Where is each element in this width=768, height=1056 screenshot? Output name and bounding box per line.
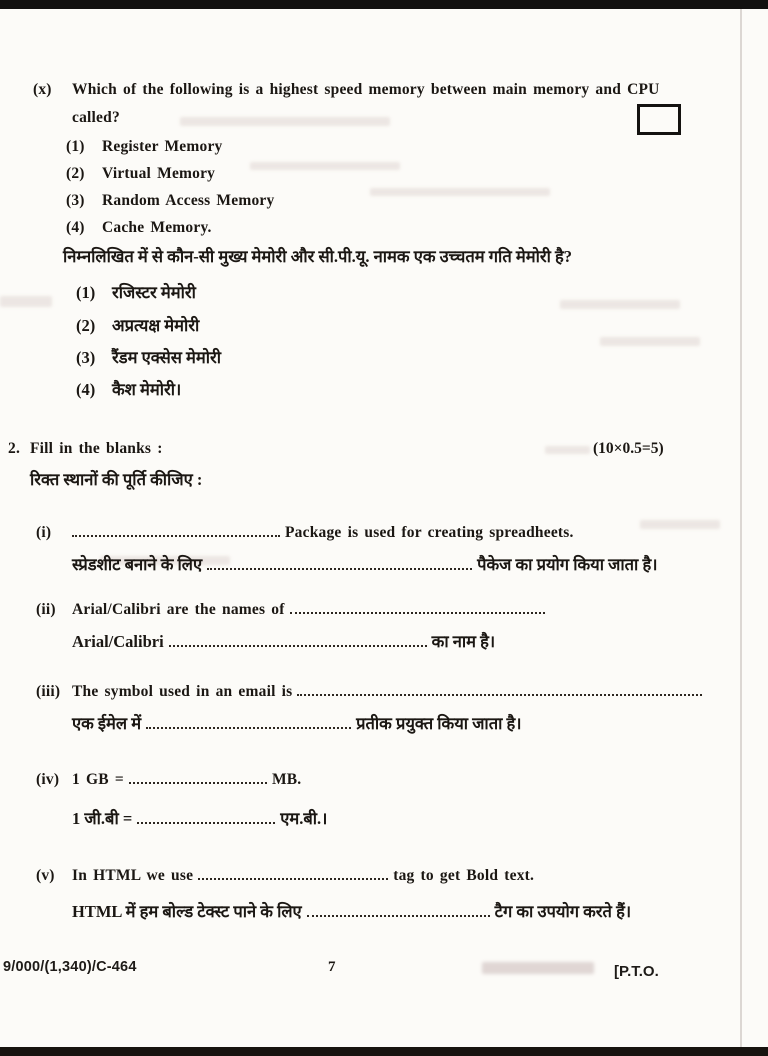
item-text-before: स्प्रेडशीट बनाने के लिए	[72, 555, 203, 574]
option-en-2	[66, 165, 215, 183]
answer-blank	[169, 634, 427, 647]
option-label: रजिस्टर मेमोरी	[112, 283, 196, 302]
fill-item-iv-en	[36, 771, 301, 789]
answer-blank	[198, 867, 388, 880]
question-2-header	[8, 440, 163, 458]
bleed-through-artifact	[482, 962, 594, 974]
question-x-text-en-line1: Which of the following is a highest speed memory between main memory and CPU	[72, 81, 660, 98]
marks-value: (10×0.5=5)	[593, 440, 664, 457]
fill-item-i-hi	[72, 552, 657, 575]
option-en-1	[66, 138, 222, 156]
bottom-scan-edge	[0, 1047, 768, 1056]
item-text-after: प्रतीक प्रयुक्त किया जाता है।	[356, 714, 522, 733]
item-marker: (iii)	[36, 683, 61, 700]
item-text-before: In HTML we use	[72, 867, 194, 884]
fill-item-ii-en	[36, 601, 550, 619]
option-label: रैंडम एक्सेस मेमोरी	[112, 348, 222, 367]
answer-blank	[297, 683, 702, 696]
option-label: अप्रत्यक्ष मेमोरी	[112, 316, 200, 335]
fill-item-iv-hi	[72, 806, 327, 829]
question-x-line1	[33, 81, 660, 99]
option-label: Cache Memory.	[102, 219, 212, 236]
item-text-before: एक ईमेल में	[72, 714, 142, 733]
question-2-marks	[593, 440, 664, 458]
item-marker: (ii)	[36, 601, 56, 618]
item-text-after: का नाम है।	[431, 632, 496, 651]
option-label: Virtual Memory	[102, 165, 216, 182]
top-scan-edge	[0, 0, 768, 9]
item-text-before: The symbol used in an email is	[72, 683, 293, 700]
question-x-text-hi	[63, 244, 572, 267]
option-label: कैश मेमोरी।	[112, 380, 182, 399]
print-code-text: 9/000/(1,340)/C-464	[3, 959, 137, 975]
option-number: (2)	[76, 316, 96, 335]
item-text-after: Package is used for creating spreadheets.	[285, 524, 574, 541]
bleed-through-artifact	[180, 117, 390, 126]
item-text-before: Arial/Calibri	[72, 632, 164, 651]
item-text-after: एम.बी.।	[280, 809, 328, 828]
question-2-number: 2.	[8, 440, 21, 457]
question-2-title-hi	[30, 467, 202, 490]
question-2-hi-line: रिक्त स्थानों की पूर्ति कीजिए :	[30, 470, 203, 489]
question-x-marker: (x)	[33, 81, 52, 98]
item-text-before: 1 GB =	[72, 771, 124, 788]
item-text-before: Arial/Calibri are the names of	[72, 601, 285, 618]
fill-item-ii-hi	[72, 629, 495, 652]
option-hi-1	[76, 280, 196, 303]
answer-blank	[129, 771, 267, 784]
item-text-after: tag to get Bold text.	[393, 867, 535, 884]
item-marker: (iv)	[36, 771, 60, 788]
fill-item-v-en	[36, 867, 534, 885]
question-x-hi-line: निम्नलिखित में से कौन-सी मुख्य मेमोरी और सी.पी.यू. नामक एक उच्चतम गति मेमोरी है?	[63, 247, 573, 266]
option-number: (3)	[76, 348, 96, 367]
question-x-text-en-line2: called?	[72, 109, 120, 126]
option-label: Random Access Memory	[102, 192, 275, 209]
answer-blank	[290, 601, 545, 614]
option-number: (1)	[66, 138, 85, 155]
item-text-after: टैग का उपयोग करते हैं।	[494, 902, 632, 921]
question-x-line2	[72, 109, 120, 127]
fill-item-iii-en	[36, 683, 707, 701]
option-en-3	[66, 192, 274, 210]
option-hi-4	[76, 377, 181, 400]
page-number-text: 7	[328, 959, 336, 975]
footer-print-code	[3, 959, 137, 975]
option-number: (2)	[66, 165, 85, 182]
option-number: (4)	[66, 219, 85, 236]
answer-blank	[137, 811, 275, 824]
fill-item-i-en	[36, 524, 574, 542]
option-number: (1)	[76, 283, 96, 302]
option-hi-3	[76, 345, 221, 368]
fill-item-iii-hi	[72, 711, 522, 734]
answer-blank	[207, 557, 472, 570]
bleed-through-artifact	[0, 296, 52, 307]
footer-pto	[614, 963, 659, 980]
item-marker: (i)	[36, 524, 52, 541]
option-label: Register Memory	[102, 138, 223, 155]
right-page-edge-shadow	[740, 9, 742, 1047]
option-number: (4)	[76, 380, 96, 399]
bleed-through-artifact	[370, 188, 550, 196]
bleed-through-artifact	[560, 300, 680, 309]
option-number: (3)	[66, 192, 85, 209]
item-text-before: 1 जी.बी =	[72, 809, 133, 828]
bleed-through-artifact	[640, 520, 720, 529]
footer-page-number	[328, 959, 336, 976]
question-2-title-en: Fill in the blanks :	[30, 440, 163, 457]
item-text-before: HTML में हम बोल्ड टेक्स्ट पाने के लिए	[72, 902, 302, 921]
item-text-after: MB.	[271, 771, 302, 788]
option-en-4	[66, 219, 212, 237]
bleed-through-artifact	[545, 446, 590, 454]
answer-blank	[307, 904, 490, 917]
answer-blank	[146, 716, 351, 729]
item-text-after: पैकेज का प्रयोग किया जाता है।	[477, 555, 658, 574]
fill-item-v-hi	[72, 899, 631, 922]
pto-text: [P.T.O.	[614, 963, 659, 980]
bleed-through-artifact	[250, 162, 400, 170]
item-marker: (v)	[36, 867, 55, 884]
answer-box	[637, 104, 681, 135]
bleed-through-artifact	[600, 337, 700, 346]
answer-blank	[72, 524, 280, 537]
option-hi-2	[76, 313, 199, 336]
